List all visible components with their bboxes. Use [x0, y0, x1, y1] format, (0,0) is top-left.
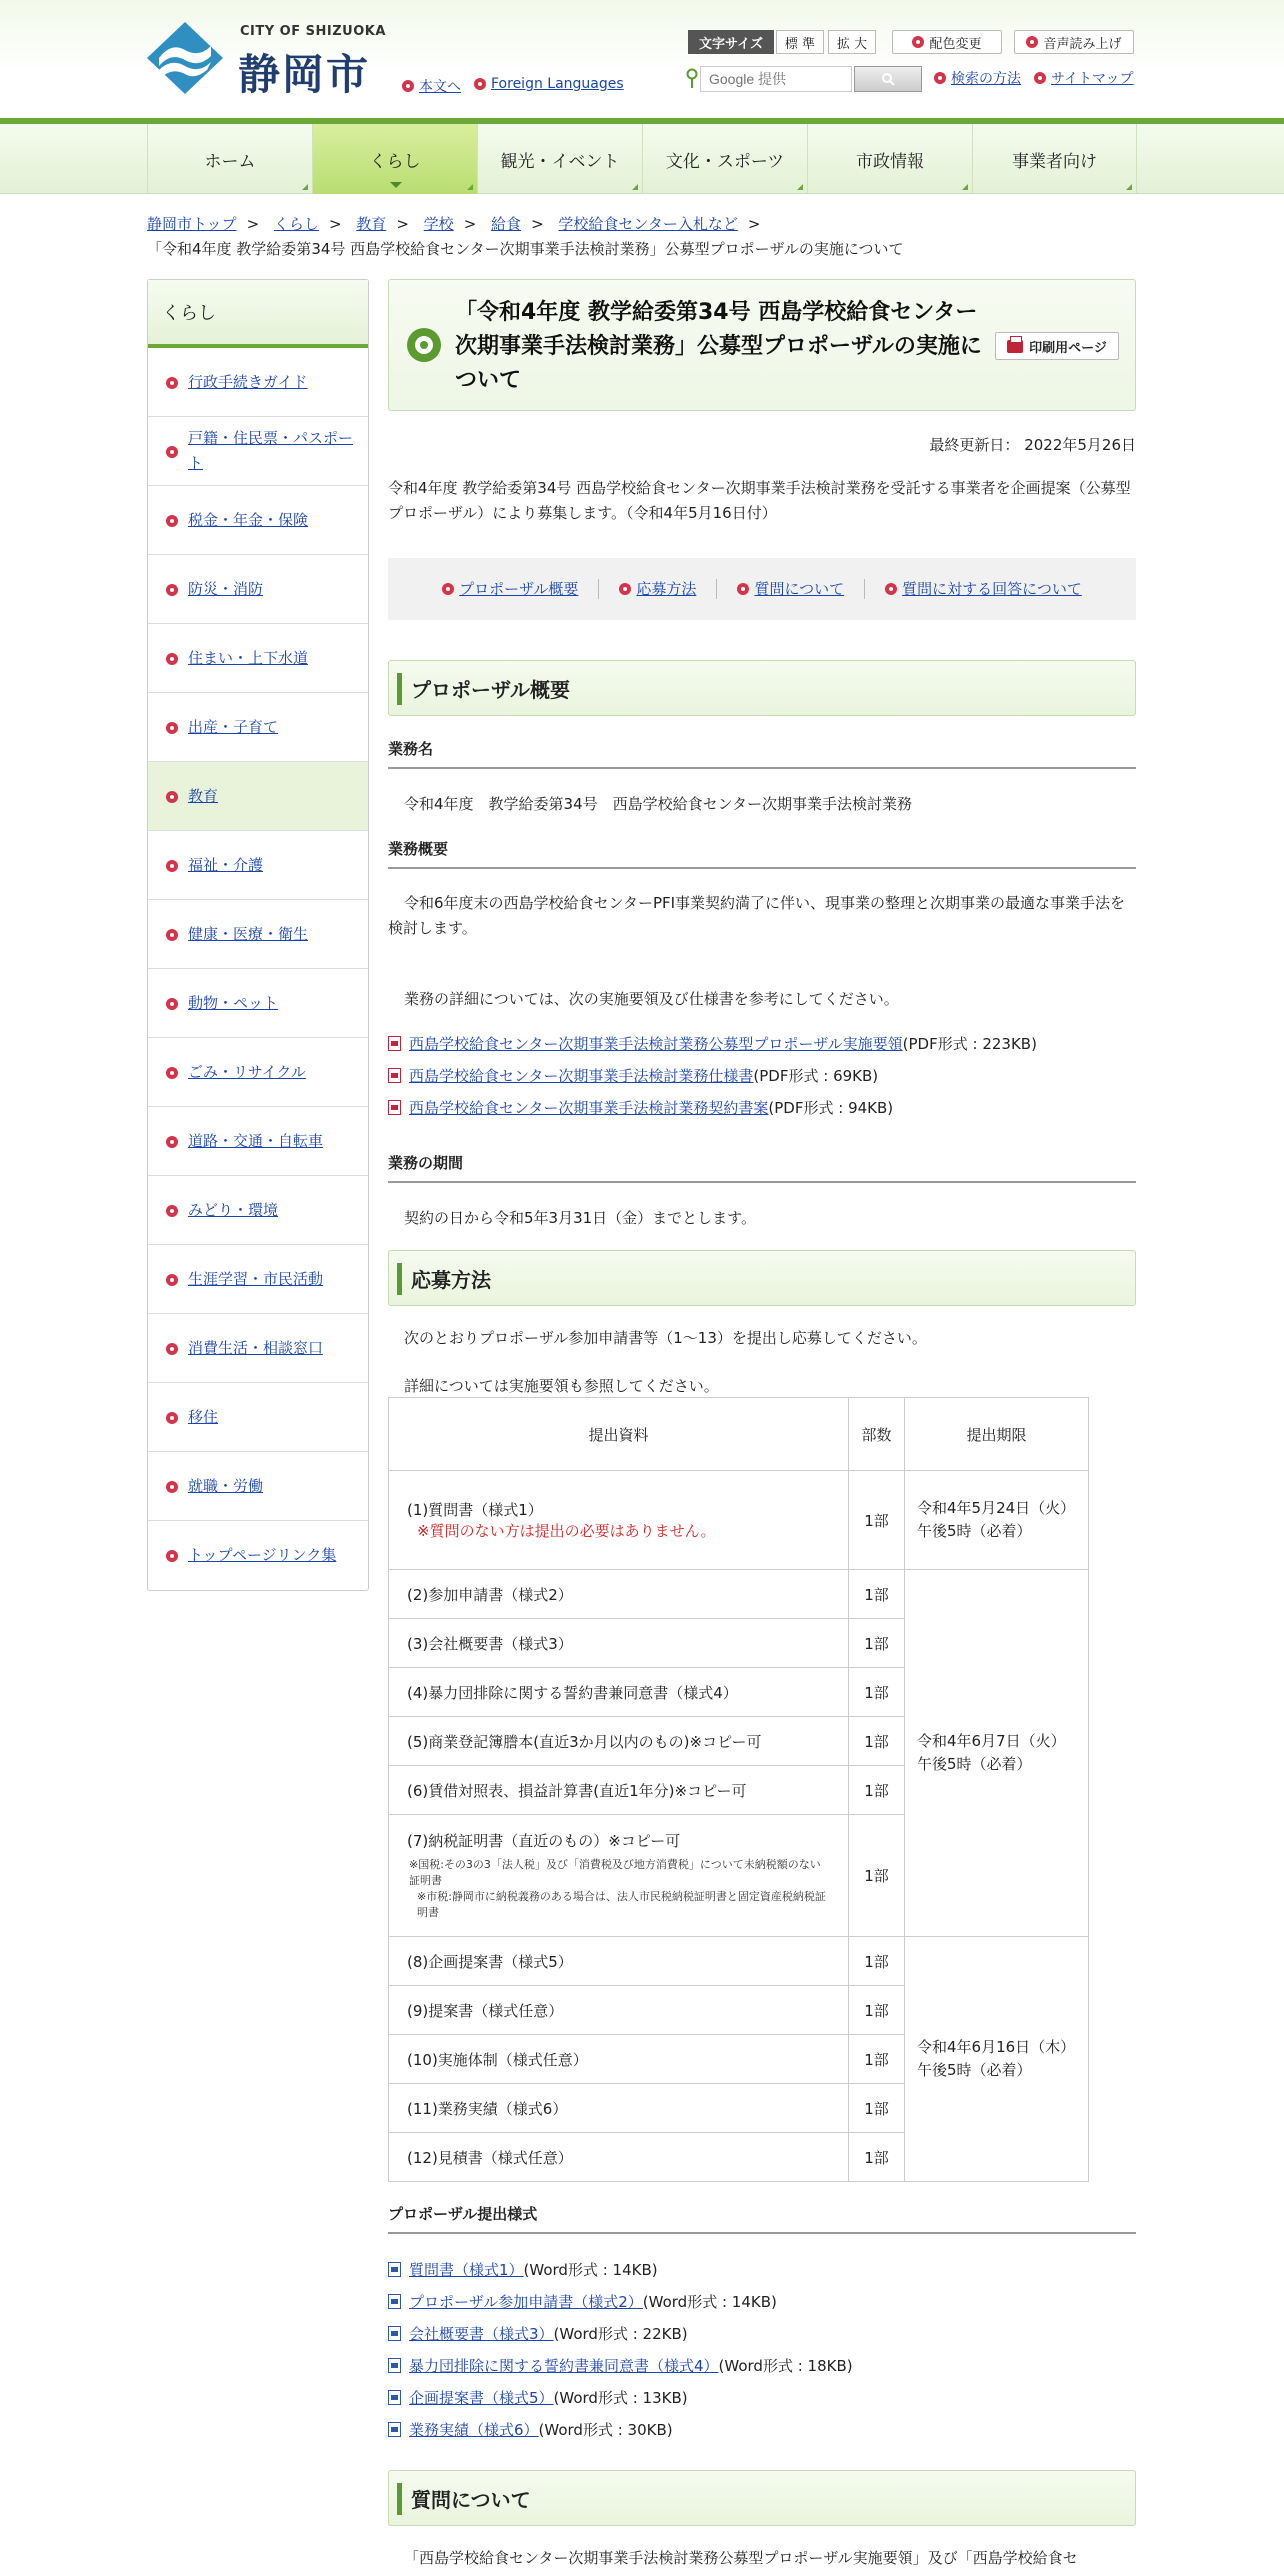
bullet-icon: [166, 1343, 178, 1355]
bullet-icon: [402, 80, 414, 92]
font-size-label: 文字サイズ: [688, 30, 774, 54]
word-file-link[interactable]: 企画提案書（様式5）: [409, 2389, 554, 2407]
breadcrumb-living[interactable]: くらし: [273, 215, 319, 233]
font-standard-button[interactable]: 標 準: [776, 30, 824, 54]
sidebar-item-health[interactable]: [148, 900, 368, 969]
word-doc-icon: [388, 2390, 401, 2405]
toc-label[interactable]: 質問に対する回答について: [902, 580, 1082, 598]
sidebar-item-label[interactable]: 健康・医療・衛生: [188, 924, 309, 943]
sidebar-item-pets[interactable]: [148, 969, 368, 1038]
bullet-icon: [166, 377, 178, 389]
breadcrumb-sep: >: [747, 215, 761, 233]
word-file-meta: (Word形式 : 13KB): [553, 2389, 688, 2407]
pdf-icon: [388, 1036, 401, 1051]
bullet-icon: [737, 583, 749, 595]
bullet-icon: [474, 78, 486, 90]
print-label: 印刷用ページ: [1029, 340, 1107, 356]
toc-label[interactable]: 質問について: [754, 580, 845, 598]
doc-count: 1部: [849, 1570, 905, 1619]
gnav-living[interactable]: くらし: [312, 124, 477, 194]
pdf-file-link[interactable]: 西島学校給食センター次期事業手法検討業務公募型プロポーザル実施要領: [409, 1035, 903, 1053]
sidebar-item-top-links[interactable]: [148, 1521, 368, 1590]
deadline-1: 令和4年5月24日（火） 午後5時（必着）: [905, 1471, 1089, 1570]
breadcrumb-education[interactable]: 教育: [356, 215, 387, 233]
foreign-languages-link[interactable]: [474, 76, 624, 92]
section-heading-overview: プロポーザル概要: [388, 660, 1136, 716]
submission-table: [388, 1397, 1089, 2182]
word-file-meta: (Word形式 : 18KB): [718, 2357, 853, 2375]
table-row: [389, 1937, 1089, 1986]
sidebar-item-label[interactable]: みどり・環境: [188, 1200, 279, 1219]
bullet-icon: [166, 998, 178, 1010]
page-title: 「令和4年度 教学給委第34号 西島学校給食センター次期事業手法検討業務」公募型プロポーザルの実施について: [455, 300, 982, 393]
word-file-item: [388, 2355, 1136, 2376]
toc-label[interactable]: 応募方法: [636, 580, 697, 598]
sidebar-item-disaster[interactable]: [148, 555, 368, 624]
sidebar-item-welfare[interactable]: [148, 831, 368, 900]
pdf-file-item: [388, 1033, 1136, 1054]
doc-count: 1部: [849, 2133, 905, 2182]
doc-name: (9)提案書（様式任意）: [389, 1986, 849, 2035]
search-howto-link[interactable]: [934, 68, 1021, 88]
breadcrumb-sep: >: [396, 215, 409, 233]
word-doc-icon: [388, 2294, 401, 2309]
sidebar-item-label[interactable]: ごみ・リサイクル: [188, 1062, 306, 1081]
sidebar-item-procedures[interactable]: [148, 348, 368, 417]
word-file-link[interactable]: 質問書（様式1）: [409, 2261, 524, 2279]
apply-text-1: 次のとおりプロポーザル参加申請書等（1～13）を提出し応募してください。: [404, 1329, 927, 1347]
bullet-icon: [166, 1550, 178, 1562]
sidebar-item-garbage[interactable]: [148, 1038, 368, 1107]
word-file-item: [388, 2259, 1136, 2280]
word-file-link[interactable]: 暴力団排除に関する誓約書兼同意書（様式4）: [409, 2357, 719, 2375]
sidebar-item-label[interactable]: 福祉・介護: [188, 855, 264, 874]
color-change-label: 配色変更: [929, 36, 982, 52]
logo-japanese[interactable]: 静岡市: [238, 50, 371, 99]
word-file-item: [388, 2323, 1136, 2344]
color-change-button[interactable]: [892, 30, 1002, 54]
doc-name: (10)実施体制（様式任意）: [389, 2035, 849, 2084]
pdf-file-item: [388, 1097, 1136, 1118]
intro-text: 令和4年度 教学給委第34号 西島学校給食センター次期事業手法検討業務を受託する事業者を企画提案（公募型プロポーザル）により募集します。（令和4年5月16日付）: [388, 479, 1131, 522]
word-file-link[interactable]: プロポーザル参加申請書（様式2）: [409, 2293, 643, 2311]
heading-business-name: 業務名: [388, 738, 1136, 769]
doc-count: 1部: [849, 1619, 905, 1668]
breadcrumb-top[interactable]: 静岡市トップ: [147, 215, 237, 233]
toc-apply[interactable]: [599, 579, 717, 599]
breadcrumb-school[interactable]: 学校: [423, 215, 454, 233]
sidebar-item-label[interactable]: 動物・ペット: [188, 993, 279, 1012]
breadcrumb-bidding[interactable]: 学校給食センター入札など: [558, 215, 738, 233]
bullet-icon: [166, 1412, 178, 1424]
sidebar-item-label[interactable]: 教育: [188, 786, 219, 805]
sidebar: [147, 279, 369, 1591]
doc-name: (6)賃借対照表、損益計算書(直近1年分)※コピー可: [389, 1766, 849, 1815]
font-large-button[interactable]: 拡 大: [828, 30, 876, 54]
section-heading-apply: 応募方法: [388, 1250, 1136, 1306]
bullet-icon: [166, 860, 178, 872]
sidebar-item-label[interactable]: 道路・交通・自転車: [188, 1131, 324, 1150]
breadcrumb-current: 「令和4年度 教学給委第34号 西島学校給食センター次期事業手法検討業務」公募型プロポーザルの実施について: [147, 240, 904, 258]
search-submit-button[interactable]: [854, 66, 922, 92]
doc-count: 1部: [849, 2035, 905, 2084]
bullet-icon: [166, 446, 178, 458]
word-file-meta: (Word形式 : 14KB): [642, 2293, 777, 2311]
heading-submission-forms: プロポーザル提出様式: [388, 2203, 1136, 2234]
sidebar-item-education[interactable]: [148, 762, 368, 831]
sidebar-item-label[interactable]: 住まい・上下水道: [188, 648, 309, 667]
breadcrumb-sep: >: [463, 215, 477, 233]
word-doc-icon: [388, 2262, 401, 2277]
bullet-icon: [934, 72, 946, 84]
sidebar-item-roads[interactable]: [148, 1107, 368, 1176]
word-file-link[interactable]: 業務実績（様式6）: [409, 2421, 539, 2439]
word-file-item: [388, 2419, 1136, 2440]
doc-count: 1部: [849, 1766, 905, 1815]
gnav-culture[interactable]: 文化・スポーツ: [642, 124, 807, 194]
bullet-icon: [166, 722, 178, 734]
bullet-icon: [166, 584, 178, 596]
pdf-icon: [388, 1100, 401, 1115]
pdf-file-item: [388, 1065, 1136, 1086]
bullet-icon: [166, 1205, 178, 1217]
sidebar-item-label[interactable]: 消費生活・相談窓口: [188, 1338, 324, 1357]
doc-name: (5)商業登記簿謄本(直近3か月以内のもの)※コピー可: [389, 1717, 849, 1766]
sidebar-item-label[interactable]: 戸籍・住民票・パスポート: [188, 429, 354, 472]
bullet-icon: [442, 583, 454, 595]
business-summary-text: 令和6年度末の西島学校給食センターPFI事業契約満了に伴い、現事業の整理と次期事業の最適な事業手法を検討します。: [388, 894, 1126, 937]
gnav-tourism[interactable]: 観光・イベント: [477, 124, 642, 194]
breadcrumb-sep: >: [246, 215, 260, 233]
sidebar-item-migration[interactable]: [148, 1383, 368, 1452]
doc-name: (8)企画提案書（様式5）: [389, 1937, 849, 1986]
gnav-business[interactable]: 事業者向け: [972, 124, 1137, 194]
printer-icon: [1007, 340, 1023, 353]
word-file-meta: (Word形式 : 14KB): [523, 2261, 658, 2279]
pdf-file-meta: (PDF形式 : 94KB): [768, 1099, 894, 1117]
bullet-icon: [166, 1067, 178, 1079]
sidebar-item-lifelong-learning[interactable]: [148, 1245, 368, 1314]
print-page-button[interactable]: [995, 332, 1119, 360]
voice-read-button[interactable]: [1014, 30, 1134, 54]
sidebar-item-label[interactable]: 移住: [188, 1407, 219, 1426]
business-period-text: 契約の日から令和5年3月31日（金）までとします。: [404, 1209, 756, 1227]
sidebar-title: くらし: [148, 280, 368, 348]
sidebar-item-childcare[interactable]: [148, 693, 368, 762]
word-doc-icon: [388, 2358, 401, 2373]
breadcrumb-sep: >: [531, 215, 544, 233]
table-header-count: 部数: [849, 1398, 905, 1471]
toc-answers[interactable]: [865, 579, 1102, 599]
doc-small-note: ※市税:静岡市に納税義務のある場合は、法人市民税納税証明書と固定資産税納税証明書: [417, 1890, 826, 1919]
word-doc-icon: [388, 2326, 401, 2341]
doc-name: (12)見積書（様式任意）: [389, 2133, 849, 2182]
sidebar-item-housing[interactable]: [148, 624, 368, 693]
gnav-home[interactable]: ホーム: [147, 124, 312, 194]
sidebar-item-consumer[interactable]: [148, 1314, 368, 1383]
sidebar-item-environment[interactable]: [148, 1176, 368, 1245]
toc-overview[interactable]: [422, 579, 599, 599]
sidebar-item-label[interactable]: 防災・消防: [188, 579, 264, 598]
doc-count: 1部: [849, 1668, 905, 1717]
bullet-icon: [166, 791, 178, 803]
word-doc-icon: [388, 2422, 401, 2437]
doc-small-note: ※国税:その3の3「法人税」及び「消費税及び地方消費税」について未納税額のない証明書: [409, 1858, 821, 1887]
doc-count: 1部: [849, 1717, 905, 1766]
foreign-languages-label: Foreign Languages: [491, 76, 624, 92]
bullet-icon: [166, 1136, 178, 1148]
doc-name: (11)業務実績（様式6）: [389, 2084, 849, 2133]
logo-english: CITY OF SHIZUOKA: [240, 24, 386, 39]
doc-name: (7)納税証明書（直近のもの）※コピー可: [407, 1832, 681, 1850]
toc-label[interactable]: プロポーザル概要: [459, 580, 579, 598]
table-header-doc: 提出資料: [389, 1398, 849, 1471]
heading-business-period: 業務の期間: [388, 1152, 1136, 1183]
sitemap-label: サイトマップ: [1051, 71, 1134, 87]
gnav-city-info[interactable]: 市政情報: [807, 124, 972, 194]
section-heading-questions: 質問について: [388, 2470, 1136, 2526]
doc-count: 1部: [849, 1986, 905, 2035]
bullet-icon: [885, 583, 897, 595]
toc-questions[interactable]: [717, 579, 865, 599]
doc-count: 1部: [849, 1471, 905, 1570]
apply-text-2: 詳細については実施要領も参照してください。: [404, 1377, 719, 1395]
doc-name: (4)暴力団排除に関する誓約書兼同意書（様式4）: [389, 1668, 849, 1717]
table-row: [389, 1570, 1089, 1619]
skip-to-content-label: 本文へ: [419, 79, 461, 95]
voice-read-label: 音声読み上げ: [1043, 36, 1122, 52]
breadcrumb-sep: >: [328, 215, 342, 233]
title-bullet-icon: [407, 328, 441, 362]
breadcrumb: [147, 212, 1137, 262]
sidebar-item-label[interactable]: 出産・子育て: [188, 717, 279, 736]
sidebar-item-label[interactable]: 生涯学習・市民活動: [188, 1269, 324, 1288]
sidebar-item-label[interactable]: 就職・労働: [188, 1476, 264, 1495]
heading-business-summary: 業務概要: [388, 838, 1136, 869]
sitemap-link[interactable]: [1034, 68, 1133, 88]
bullet-icon: [619, 583, 631, 595]
pdf-file-meta: (PDF形式 : 223KB): [902, 1035, 1037, 1053]
bullet-icon: [912, 36, 924, 48]
pdf-file-meta: (PDF形式 : 69KB): [753, 1067, 879, 1085]
bullet-icon: [166, 653, 178, 665]
sidebar-item-label[interactable]: トップページリンク集: [188, 1546, 337, 1564]
doc-count: 1部: [849, 1937, 905, 1986]
sidebar-item-label[interactable]: 行政手続きガイド: [188, 372, 308, 391]
breadcrumb-lunch[interactable]: 給食: [491, 215, 522, 233]
page-title-box: [388, 279, 1136, 411]
pdf-file-link[interactable]: 西島学校給食センター次期事業手法検討業務仕様書: [409, 1067, 754, 1085]
doc-name: (2)参加申請書（様式2）: [389, 1570, 849, 1619]
questions-text: 「西島学校給食センター次期事業手法検討業務公募型プロポーザル実施要領」及び「西島学校給食セ: [404, 2549, 1078, 2567]
sidebar-item-label[interactable]: 税金・年金・保険: [188, 510, 309, 529]
doc-count: 1部: [849, 1815, 905, 1937]
location-pin-icon: [686, 68, 698, 88]
bullet-icon: [1034, 72, 1046, 84]
table-header-deadline: 提出期限: [905, 1398, 1089, 1471]
doc-count: 1部: [849, 2084, 905, 2133]
search-icon: [881, 72, 895, 86]
last-updated: 最終更新日： 2022年5月26日: [929, 436, 1136, 454]
word-file-item: [388, 2291, 1136, 2312]
word-file-meta: (Word形式 : 30KB): [538, 2421, 673, 2439]
doc-note: ※質問のない方は提出の必要はありません。: [417, 1522, 716, 1540]
bullet-icon: [166, 1274, 178, 1286]
deadline-3: 令和4年6月16日（木） 午後5時（必着）: [905, 1937, 1089, 2182]
skip-to-content-link[interactable]: [402, 76, 461, 96]
bullet-icon: [166, 929, 178, 941]
city-logo-icon[interactable]: [145, 20, 225, 96]
word-file-meta: (Word形式 : 22KB): [553, 2325, 688, 2343]
pdf-icon: [388, 1068, 401, 1083]
sidebar-item-tax[interactable]: [148, 486, 368, 555]
bullet-icon: [166, 515, 178, 527]
details-reference-text: 業務の詳細については、次の実施要領及び仕様書を参考にしてください。: [404, 990, 899, 1008]
bullet-icon: [1026, 36, 1038, 48]
search-howto-label: 検索の方法: [951, 71, 1021, 87]
sidebar-item-employment[interactable]: [148, 1452, 368, 1521]
site-search-input[interactable]: [700, 66, 852, 92]
pdf-file-link[interactable]: 西島学校給食センター次期事業手法検討業務契約書案: [409, 1099, 769, 1117]
table-row: [389, 1471, 1089, 1570]
bullet-icon: [166, 1481, 178, 1493]
word-file-link[interactable]: 会社概要書（様式3）: [409, 2325, 554, 2343]
sidebar-item-family-register[interactable]: [148, 417, 368, 486]
page-toc: [388, 558, 1136, 620]
word-file-item: [388, 2387, 1136, 2408]
doc-name: (1)質問書（様式1）: [407, 1501, 543, 1519]
business-name-text: 令和4年度 教学給委第34号 西島学校給食センター次期事業手法検討業務: [404, 795, 913, 813]
deadline-2: 令和4年6月7日（火） 午後5時（必着）: [905, 1570, 1089, 1937]
doc-name: (3)会社概要書（様式3）: [389, 1619, 849, 1668]
